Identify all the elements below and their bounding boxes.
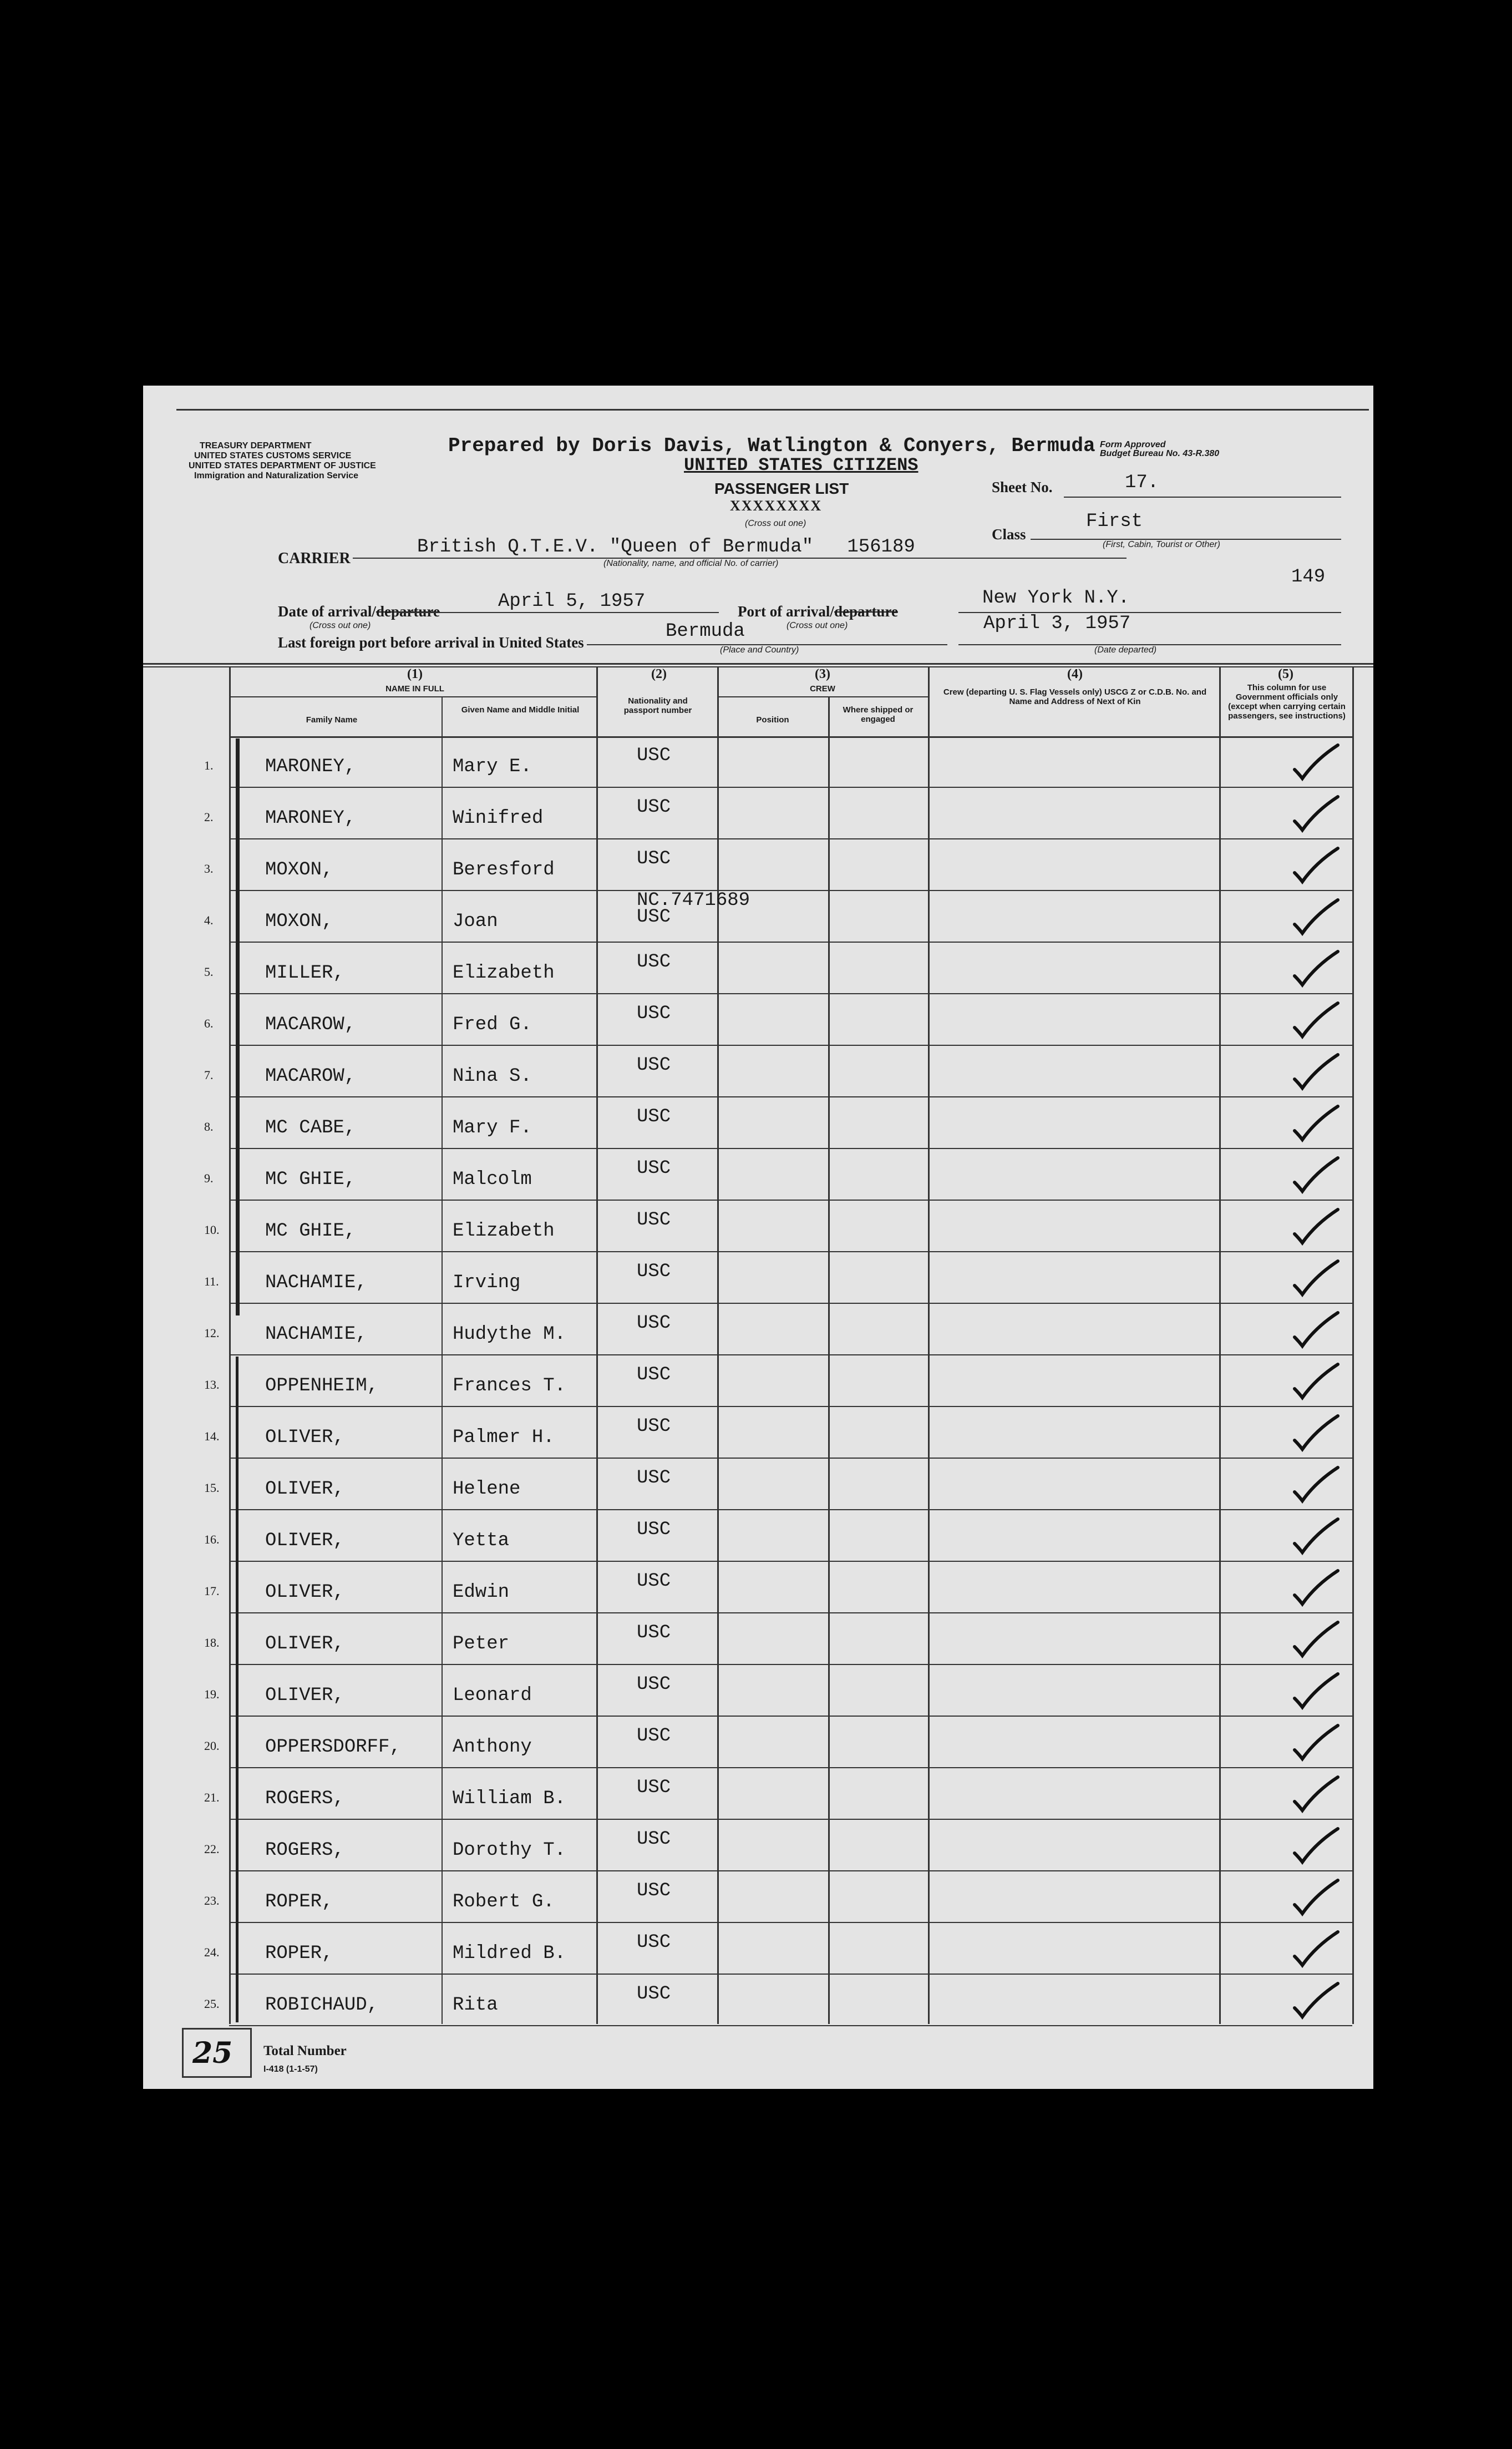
row-number: 4. bbox=[204, 913, 214, 927]
checkmark-icon bbox=[1291, 1878, 1341, 1917]
row-number: 2. bbox=[204, 810, 214, 824]
citizens-heading: UNITED STATES CITIZENS bbox=[684, 455, 919, 475]
cross-out-hint: (Cross out one) bbox=[745, 519, 806, 528]
given-name: Anthony bbox=[453, 1737, 532, 1758]
table-row bbox=[143, 1459, 1373, 1510]
row-number: 21. bbox=[204, 1790, 220, 1804]
table-row bbox=[143, 1149, 1373, 1201]
row-number: 10. bbox=[204, 1223, 220, 1237]
given-name: Dorothy T. bbox=[453, 1840, 566, 1861]
dept-line: UNITED STATES CUSTOMS SERVICE bbox=[194, 451, 352, 461]
given-name: Yetta bbox=[453, 1530, 510, 1551]
family-name: MC GHIE, bbox=[265, 1169, 356, 1190]
table-row bbox=[143, 1975, 1373, 2026]
given-name: Rita bbox=[453, 1995, 498, 2016]
margin-bracket bbox=[236, 738, 240, 1315]
port-label bbox=[738, 603, 898, 620]
nationality: USC bbox=[637, 1055, 671, 1076]
nationality: USC bbox=[637, 1622, 671, 1643]
table-row bbox=[143, 994, 1373, 1046]
family-name: MACAROW, bbox=[265, 1014, 356, 1035]
checkmark-icon bbox=[1291, 1310, 1341, 1349]
nationality: USC bbox=[637, 1674, 671, 1695]
table-row bbox=[143, 1717, 1373, 1768]
row-number: 19. bbox=[204, 1687, 220, 1701]
total-label: Total Number bbox=[263, 2043, 347, 2058]
checkmark-icon bbox=[1291, 1414, 1341, 1453]
given-name: Helene bbox=[453, 1479, 521, 1500]
nationality: USC bbox=[637, 745, 671, 766]
given-name: Irving bbox=[453, 1272, 521, 1293]
sheet-label: Sheet No. bbox=[992, 479, 1053, 495]
checkmark-icon bbox=[1291, 743, 1341, 782]
kin-header: Crew (departing U. S. Flag Vessels only) USCG Z or C.D.B. No. and Name and Address of Next of Kin bbox=[943, 687, 1207, 706]
row-number: 24. bbox=[204, 1945, 220, 1959]
nationality: USC bbox=[637, 1519, 671, 1540]
table-row bbox=[143, 1923, 1373, 1975]
official-use-header: This column for use Government officials only (except when carrying certain passengers, see instructions) bbox=[1228, 683, 1346, 721]
nationality: USC bbox=[637, 1932, 671, 1953]
row-number: 11. bbox=[204, 1274, 219, 1288]
table-row bbox=[143, 1665, 1373, 1717]
table-top-rule bbox=[143, 663, 1373, 665]
nationality: USC bbox=[637, 1158, 671, 1179]
nationality: USC bbox=[637, 1313, 671, 1334]
sheet-number: 17. bbox=[1125, 472, 1159, 493]
checkmark-icon bbox=[1291, 1259, 1341, 1298]
cross-out-hint-3: (Cross out one) bbox=[787, 621, 848, 630]
checkmark-icon bbox=[1291, 1672, 1341, 1711]
nationality: USC bbox=[637, 1571, 671, 1592]
date-departed-value: April 3, 1957 bbox=[983, 613, 1131, 634]
checkmark-icon bbox=[1291, 1568, 1341, 1607]
given-name: Mary E. bbox=[453, 756, 532, 777]
family-name: MC CABE, bbox=[265, 1117, 356, 1139]
given-name: Beresford bbox=[453, 859, 555, 881]
family-name: MACAROW, bbox=[265, 1066, 356, 1087]
nationality: USC bbox=[637, 848, 671, 869]
crew-subheader-rule bbox=[717, 696, 928, 697]
date-arrival-struck: departure bbox=[376, 603, 440, 620]
family-name: OLIVER, bbox=[265, 1685, 344, 1706]
checkmark-icon bbox=[1291, 1104, 1341, 1143]
given-name: Frances T. bbox=[453, 1375, 566, 1396]
dept-line: UNITED STATES DEPARTMENT OF JUSTICE bbox=[189, 461, 376, 470]
row-number: 25. bbox=[204, 1997, 220, 2011]
row-number: 12. bbox=[204, 1326, 220, 1340]
given-name: Hudythe M. bbox=[453, 1324, 566, 1345]
budget-bureau: Budget Bureau No. 43-R.380 bbox=[1100, 449, 1220, 458]
col4-num: (4) bbox=[1067, 667, 1083, 681]
family-name: OPPERSDORFF, bbox=[265, 1737, 401, 1758]
checkmark-icon bbox=[1291, 1207, 1341, 1246]
checkmark-icon bbox=[1291, 1053, 1341, 1091]
checkmark-icon bbox=[1291, 898, 1341, 937]
given-name: Palmer H. bbox=[453, 1427, 555, 1448]
last-port-label: Last foreign port before arrival in United States bbox=[278, 634, 584, 651]
row-number: 15. bbox=[204, 1481, 220, 1495]
table-row bbox=[143, 788, 1373, 839]
table-row bbox=[143, 1252, 1373, 1304]
col2-num: (2) bbox=[651, 667, 667, 681]
table-row bbox=[143, 1562, 1373, 1613]
nationality: USC bbox=[637, 1726, 671, 1747]
checkmark-icon bbox=[1291, 1465, 1341, 1504]
cross-out-hint-2: (Cross out one) bbox=[309, 621, 371, 630]
given-name: Mary F. bbox=[453, 1117, 532, 1139]
date-departed-hint: (Date departed) bbox=[1094, 645, 1157, 655]
table-row bbox=[143, 1304, 1373, 1355]
given-name: Malcolm bbox=[453, 1169, 532, 1190]
class-value: First bbox=[1086, 511, 1143, 532]
nationality: NC.7471689 USC bbox=[637, 890, 750, 928]
dept-line: Immigration and Naturalization Service bbox=[194, 471, 359, 480]
row-number: 18. bbox=[204, 1636, 220, 1649]
name-subheader-rule bbox=[229, 696, 596, 697]
row-number: 20. bbox=[204, 1739, 220, 1753]
family-name: ROPER, bbox=[265, 1943, 333, 1964]
carrier-hint: (Nationality, name, and official No. of carrier) bbox=[603, 559, 779, 568]
row-number: 13. bbox=[204, 1378, 220, 1392]
row-number: 7. bbox=[204, 1068, 214, 1082]
col1-title: NAME IN FULL bbox=[385, 684, 444, 694]
given-name: William B. bbox=[453, 1788, 566, 1809]
form-approved: Form Approved bbox=[1100, 440, 1166, 449]
table-row bbox=[143, 1407, 1373, 1459]
table-row bbox=[143, 1871, 1373, 1923]
given-name: Joan bbox=[453, 911, 498, 932]
place-country-hint: (Place and Country) bbox=[720, 645, 799, 655]
nationality: USC bbox=[637, 1364, 671, 1385]
table-row bbox=[143, 1510, 1373, 1562]
position-header: Position bbox=[756, 715, 789, 725]
port-text: Port of arrival/ bbox=[738, 603, 834, 620]
page-number: 149 bbox=[1291, 566, 1326, 588]
last-port-value: Bermuda bbox=[666, 621, 745, 642]
nationality: USC bbox=[637, 1777, 671, 1798]
family-name: ROGERS, bbox=[265, 1840, 344, 1861]
total-box bbox=[182, 2028, 252, 2078]
prepared-by: Prepared by Doris Davis, Watlington & Conyers, Bermuda bbox=[448, 434, 1095, 457]
total-handwritten: 25 bbox=[192, 2036, 233, 2070]
row-number: 8. bbox=[204, 1120, 214, 1134]
crew-header: CREW bbox=[810, 684, 835, 694]
nationality: USC bbox=[637, 797, 671, 818]
nationality: USC bbox=[637, 1416, 671, 1437]
carrier-value: British Q.T.E.V. "Queen of Bermuda" 156189 bbox=[417, 537, 915, 558]
col5-num: (5) bbox=[1278, 667, 1293, 681]
family-name: OLIVER, bbox=[265, 1633, 344, 1654]
date-arrival-text: Date of arrival/ bbox=[278, 603, 376, 620]
department-block bbox=[189, 441, 376, 481]
nationality: USC bbox=[637, 1984, 671, 2005]
nationality: USC bbox=[637, 952, 671, 973]
form-number: I-418 (1-1-57) bbox=[263, 2065, 318, 2074]
row-number: 1. bbox=[204, 758, 214, 772]
nationality: USC bbox=[637, 1106, 671, 1127]
nationality: USC bbox=[637, 1210, 671, 1231]
shipped-header: Where shipped or engaged bbox=[843, 705, 914, 724]
given-name: Leonard bbox=[453, 1685, 532, 1706]
col1-num: (1) bbox=[407, 667, 423, 681]
list-title: PASSENGER LIST bbox=[714, 480, 849, 497]
family-name: OLIVER, bbox=[265, 1427, 344, 1448]
family-name: ROGERS, bbox=[265, 1788, 344, 1809]
table-row bbox=[143, 943, 1373, 994]
family-name: MARONEY, bbox=[265, 808, 356, 829]
given-name: Elizabeth bbox=[453, 1221, 555, 1242]
nationality: USC bbox=[637, 1261, 671, 1282]
family-name: ROPER, bbox=[265, 1891, 333, 1912]
checkmark-icon bbox=[1291, 1775, 1341, 1814]
table-row bbox=[143, 1820, 1373, 1871]
row-number: 5. bbox=[204, 965, 214, 979]
margin-bracket-lower bbox=[236, 1357, 239, 2022]
family-name-header: Family Name bbox=[306, 715, 358, 725]
given-name: Winifred bbox=[453, 808, 544, 829]
family-name: MOXON, bbox=[265, 859, 333, 881]
given-name-header: Given Name and Middle Initial bbox=[461, 705, 580, 715]
passenger-table-body bbox=[143, 736, 1373, 2026]
row-number: 14. bbox=[204, 1429, 220, 1443]
row-number: 6. bbox=[204, 1016, 214, 1030]
checkmark-icon bbox=[1291, 1826, 1341, 1865]
checkmark-icon bbox=[1291, 1156, 1341, 1195]
col3-num: (3) bbox=[815, 667, 830, 681]
table-row bbox=[143, 1201, 1373, 1252]
given-name: Peter bbox=[453, 1633, 510, 1654]
table-row bbox=[143, 1097, 1373, 1149]
table-row bbox=[143, 736, 1373, 788]
table-row bbox=[143, 891, 1373, 943]
row-number: 16. bbox=[204, 1532, 220, 1546]
given-name: Mildred B. bbox=[453, 1943, 566, 1964]
dept-line: TREASURY DEPARTMENT bbox=[200, 441, 312, 451]
given-name: Nina S. bbox=[453, 1066, 532, 1087]
checkmark-icon bbox=[1291, 1517, 1341, 1556]
row-number: 22. bbox=[204, 1842, 220, 1856]
family-name: MARONEY, bbox=[265, 756, 356, 777]
nationality: USC bbox=[637, 1003, 671, 1024]
checkmark-icon bbox=[1291, 1362, 1341, 1401]
checkmark-icon bbox=[1291, 1723, 1341, 1762]
checkmark-icon bbox=[1291, 1930, 1341, 1969]
checkmark-icon bbox=[1291, 1981, 1341, 2020]
given-name: Robert G. bbox=[453, 1891, 555, 1912]
nationality: USC bbox=[637, 1880, 671, 1901]
row-number: 3. bbox=[204, 862, 214, 876]
table-row bbox=[143, 839, 1373, 891]
given-name: Edwin bbox=[453, 1582, 510, 1603]
struck-list-type: XXXXXXXX bbox=[730, 498, 823, 514]
table-top-rule-2 bbox=[143, 666, 1373, 667]
given-name: Elizabeth bbox=[453, 963, 555, 984]
port-value: New York N.Y. bbox=[982, 588, 1130, 609]
family-name: NACHAMIE, bbox=[265, 1272, 367, 1293]
family-name: MILLER, bbox=[265, 963, 344, 984]
row-number: 23. bbox=[204, 1894, 220, 1907]
port-struck: departure bbox=[834, 603, 898, 620]
checkmark-icon bbox=[1291, 1001, 1341, 1040]
family-name: MOXON, bbox=[265, 911, 333, 932]
family-name: ROBICHAUD, bbox=[265, 1995, 379, 2016]
table-row bbox=[143, 1613, 1373, 1665]
checkmark-icon bbox=[1291, 795, 1341, 833]
passenger-list-page bbox=[143, 386, 1373, 2089]
date-arrival-underline bbox=[397, 612, 719, 613]
top-border bbox=[176, 409, 1369, 411]
given-name: Fred G. bbox=[453, 1014, 532, 1035]
family-name: OLIVER, bbox=[265, 1582, 344, 1603]
row-number: 17. bbox=[204, 1584, 220, 1598]
date-arrival-value: April 5, 1957 bbox=[498, 591, 646, 612]
family-name: OLIVER, bbox=[265, 1479, 344, 1500]
table-row bbox=[143, 1355, 1373, 1407]
table-row bbox=[143, 1768, 1373, 1820]
row-number: 9. bbox=[204, 1171, 214, 1185]
family-name: OLIVER, bbox=[265, 1530, 344, 1551]
family-name: OPPENHEIM, bbox=[265, 1375, 379, 1396]
class-hint: (First, Cabin, Tourist or Other) bbox=[1103, 540, 1220, 549]
carrier-label: CARRIER bbox=[278, 550, 351, 567]
class-label: Class bbox=[992, 526, 1026, 543]
family-name: NACHAMIE, bbox=[265, 1324, 367, 1345]
checkmark-icon bbox=[1291, 949, 1341, 988]
sheet-underline bbox=[1064, 497, 1341, 498]
nationality: USC bbox=[637, 1468, 671, 1489]
table-row bbox=[143, 1046, 1373, 1097]
family-name: MC GHIE, bbox=[265, 1221, 356, 1242]
checkmark-icon bbox=[1291, 846, 1341, 885]
row-rule bbox=[229, 2025, 1352, 2026]
nationality: USC bbox=[637, 1829, 671, 1850]
nationality-header: Nationality and passport number bbox=[623, 696, 692, 715]
checkmark-icon bbox=[1291, 1620, 1341, 1659]
